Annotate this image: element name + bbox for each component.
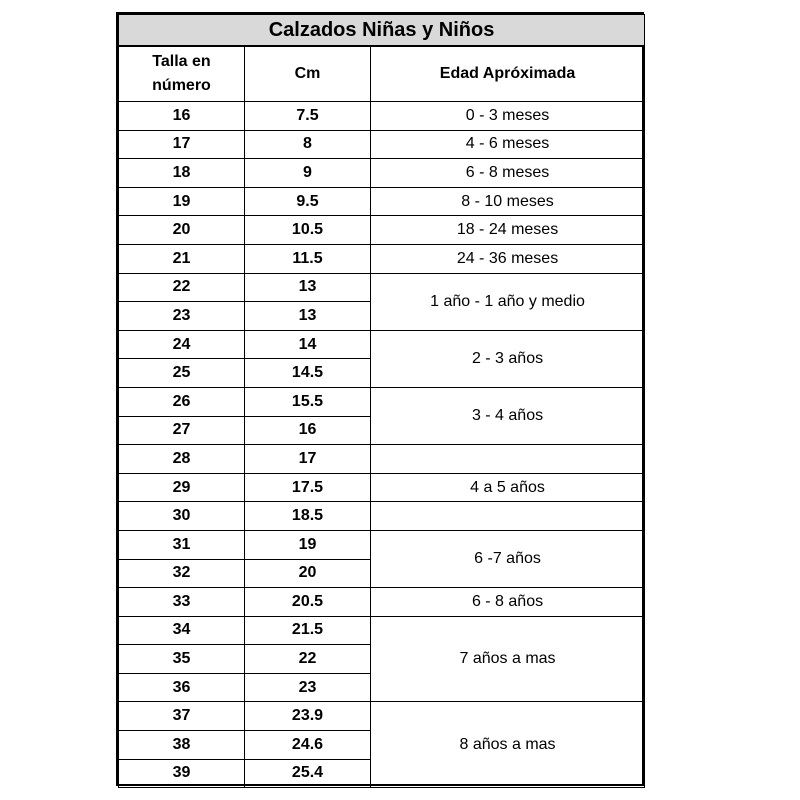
size-cell: 39 bbox=[119, 759, 245, 788]
table-row bbox=[119, 702, 645, 731]
size-cell: 37 bbox=[119, 702, 245, 731]
age-cell: 4 - 6 meses bbox=[371, 130, 645, 159]
age-cell: 2 - 3 años bbox=[371, 330, 645, 387]
age-cell bbox=[371, 502, 645, 531]
size-cell: 34 bbox=[119, 616, 245, 645]
size-cell: 19 bbox=[119, 187, 245, 216]
cm-cell: 20 bbox=[245, 559, 371, 588]
table-row bbox=[119, 502, 645, 531]
table-row bbox=[119, 216, 645, 245]
size-cell: 22 bbox=[119, 273, 245, 302]
cm-cell: 9.5 bbox=[245, 187, 371, 216]
size-cell: 38 bbox=[119, 731, 245, 760]
cm-cell: 10.5 bbox=[245, 216, 371, 245]
size-cell: 32 bbox=[119, 559, 245, 588]
cm-cell: 19 bbox=[245, 530, 371, 559]
table-row bbox=[119, 588, 645, 617]
table-row bbox=[119, 159, 645, 188]
age-cell: 8 años a mas bbox=[371, 702, 645, 788]
age-cell: 18 - 24 meses bbox=[371, 216, 645, 245]
age-cell: 6 - 8 años bbox=[371, 588, 645, 617]
age-cell: 4 a 5 años bbox=[371, 473, 645, 502]
size-cell: 25 bbox=[119, 359, 245, 388]
cm-cell: 8 bbox=[245, 130, 371, 159]
size-cell: 21 bbox=[119, 244, 245, 273]
header-cm: Cm bbox=[245, 46, 371, 102]
age-cell: 8 - 10 meses bbox=[371, 187, 645, 216]
table-row bbox=[119, 387, 645, 416]
header-size-line2: número bbox=[152, 77, 211, 94]
table-body bbox=[119, 102, 645, 788]
table-row bbox=[119, 445, 645, 474]
cm-cell: 23 bbox=[245, 673, 371, 702]
header-size bbox=[119, 46, 245, 102]
table-row bbox=[119, 273, 645, 302]
size-cell: 26 bbox=[119, 387, 245, 416]
age-cell: 24 - 36 meses bbox=[371, 244, 645, 273]
cm-cell: 17.5 bbox=[245, 473, 371, 502]
table-title: Calzados Niñas y Niños bbox=[119, 15, 645, 47]
size-cell: 17 bbox=[119, 130, 245, 159]
table-row bbox=[119, 530, 645, 559]
cm-cell: 9 bbox=[245, 159, 371, 188]
cm-cell: 11.5 bbox=[245, 244, 371, 273]
cm-cell: 20.5 bbox=[245, 588, 371, 617]
size-table bbox=[118, 14, 645, 788]
size-cell: 18 bbox=[119, 159, 245, 188]
table-row bbox=[119, 473, 645, 502]
table-row bbox=[119, 244, 645, 273]
cm-cell: 24.6 bbox=[245, 731, 371, 760]
header-row bbox=[119, 46, 645, 102]
header-age: Edad Apróximada bbox=[371, 46, 645, 102]
cm-cell: 17 bbox=[245, 445, 371, 474]
table-row bbox=[119, 102, 645, 131]
size-cell: 30 bbox=[119, 502, 245, 531]
cm-cell: 14.5 bbox=[245, 359, 371, 388]
cm-cell: 25.4 bbox=[245, 759, 371, 788]
size-cell: 35 bbox=[119, 645, 245, 674]
age-cell: 6 - 8 meses bbox=[371, 159, 645, 188]
cm-cell: 21.5 bbox=[245, 616, 371, 645]
header-size-line1: Talla en bbox=[152, 53, 211, 70]
age-cell: 0 - 3 meses bbox=[371, 102, 645, 131]
size-cell: 31 bbox=[119, 530, 245, 559]
size-cell: 36 bbox=[119, 673, 245, 702]
cm-cell: 15.5 bbox=[245, 387, 371, 416]
size-cell: 20 bbox=[119, 216, 245, 245]
title-row bbox=[119, 15, 645, 47]
table-row bbox=[119, 187, 645, 216]
size-cell: 27 bbox=[119, 416, 245, 445]
size-cell: 23 bbox=[119, 302, 245, 331]
age-cell: 1 año - 1 año y medio bbox=[371, 273, 645, 330]
age-cell: 3 - 4 años bbox=[371, 387, 645, 444]
cm-cell: 14 bbox=[245, 330, 371, 359]
size-cell: 24 bbox=[119, 330, 245, 359]
table-row bbox=[119, 616, 645, 645]
age-cell: 6 -7 años bbox=[371, 530, 645, 587]
cm-cell: 22 bbox=[245, 645, 371, 674]
cm-cell: 18.5 bbox=[245, 502, 371, 531]
cm-cell: 13 bbox=[245, 273, 371, 302]
size-cell: 29 bbox=[119, 473, 245, 502]
cm-cell: 7.5 bbox=[245, 102, 371, 131]
age-cell: 7 años a mas bbox=[371, 616, 645, 702]
cm-cell: 16 bbox=[245, 416, 371, 445]
age-cell bbox=[371, 445, 645, 474]
table-row bbox=[119, 330, 645, 359]
cm-cell: 23.9 bbox=[245, 702, 371, 731]
size-cell: 16 bbox=[119, 102, 245, 131]
size-cell: 28 bbox=[119, 445, 245, 474]
cm-cell: 13 bbox=[245, 302, 371, 331]
size-cell: 33 bbox=[119, 588, 245, 617]
size-chart bbox=[116, 12, 644, 786]
table-row bbox=[119, 130, 645, 159]
